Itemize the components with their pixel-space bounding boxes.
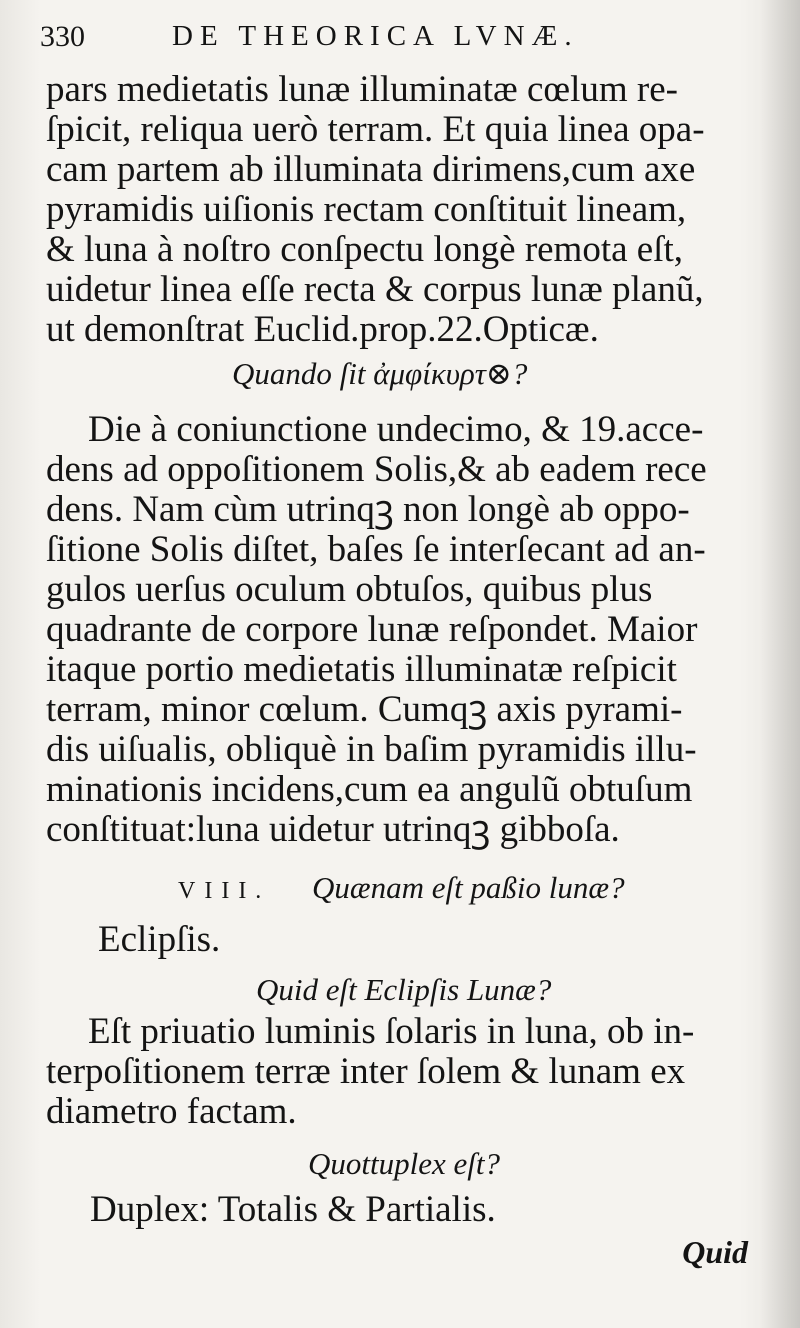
page-number: 330 [40, 20, 85, 53]
text-line: Eſt priuatio luminis ſolaris in luna, ob in- [88, 1011, 695, 1052]
text-line: minationis incidens,cum ea angulũ obtuſum [46, 769, 693, 810]
paragraph-3 [46, 1012, 754, 1132]
text-line: ſitione Solis diſtet, baſes ſe interſecant ad an- [46, 529, 706, 570]
text-line: & luna à noſtro conſpectu longè remota eſt, [46, 229, 684, 270]
question-heading-2: Quænam eſt paßio lunæ? [312, 870, 625, 905]
question-heading-3: Quid eſt Eclipſis Lunæ? [256, 972, 552, 1007]
text-line: pars medietatis lunæ illuminatæ cœlum re- [46, 69, 678, 110]
page-header [40, 18, 760, 62]
text-line: itaque portio medietatis illuminatæ reſpicit [46, 649, 677, 690]
text-line: uidetur linea eſſe recta & corpus lunæ planũ, [46, 269, 704, 310]
section-number: VIII. [178, 878, 271, 904]
text-line: terram, minor cœlum. Cumqꝫ axis pyrami- [46, 689, 683, 730]
text-line: quadrante de corpore lunæ reſpondet. Maior [46, 609, 698, 650]
paragraph-1 [46, 70, 754, 350]
question-heading-4: Quottuplex eſt? [308, 1146, 500, 1181]
text-line: ſpicit, reliqua uerò terram. Et quia linea opa- [46, 109, 705, 150]
text-line: pyramidis uiſionis rectam conſtituit lineam, [46, 189, 687, 230]
text-line: cam partem ab illuminata dirimens,cum axe [46, 149, 696, 190]
text-line: gulos uerſus oculum obtuſos, quibus plus [46, 569, 653, 610]
answer-4: Duplex: Totalis & Partialis. [90, 1189, 496, 1230]
text-line: Die à coniunctione undecimo, & 19.acce- [88, 409, 704, 450]
text-line: dis uiſualis, obliquè in baſim pyramidis illu- [46, 729, 697, 770]
text-line: terpoſitionem terræ inter ſolem & lunam ex [46, 1051, 686, 1092]
text-line: dens ad oppoſitionem Solis,& ab eadem rece [46, 449, 707, 490]
catchword: Quid [682, 1234, 748, 1270]
answer-2: Eclipſis. [98, 919, 221, 960]
text-line: diametro factam. [46, 1091, 297, 1132]
page-edge-shadow [760, 0, 800, 1328]
question-heading-1: Quando ſit ἀμφίκυρτ⊗? [232, 356, 528, 391]
text-line: conſtituat:luna uidetur utrinqꝫ gibboſa. [46, 809, 620, 850]
paragraph-2 [46, 410, 754, 850]
text-line: dens. Nam cùm utrinqꝫ non longè ab oppo- [46, 489, 690, 530]
text-line: ut demonſtrat Euclid.prop.22.Opticæ. [46, 309, 599, 350]
running-title: DE THEORICA LVNÆ. [172, 20, 579, 52]
